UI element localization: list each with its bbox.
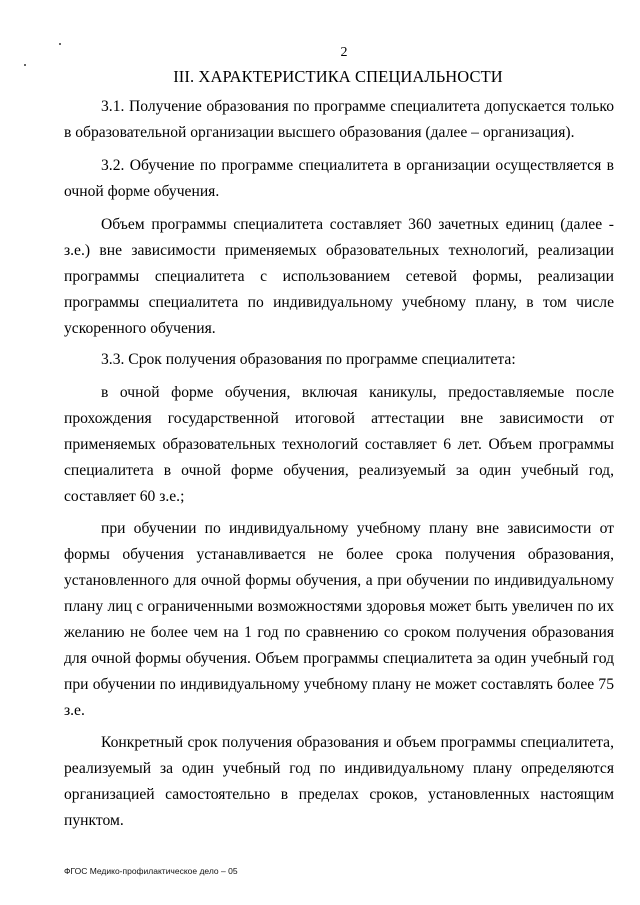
paragraph-3-2: 3.2. Обучение по программе специалитета в организации осуществляется в очной форме обучения.: [64, 157, 614, 200]
document-body: [64, 94, 614, 840]
scan-speck: [24, 64, 26, 66]
page-number: 2: [340, 45, 348, 60]
paragraph-3-1: 3.1. Получение образования по программе специалитета допускается только в образовательной организации высшего образования (далее – организация).: [64, 98, 614, 141]
paragraph-individual-plan: при обучении по индивидуальному учебному плану вне зависимости от формы обучения устанавливается не более срока получения образования, установленного для очной формы обучения, а при обучении по индивидуальному плану лиц с ограниченными возможностями здоровья может быть увеличен по их желанию не более чем на 1 год по сравнению со сроком получения образования для очной формы обучения. Объем программы специалитета за один учебный год при обучении по индивидуальному учебному плану не может составлять более 75 з.е.: [64, 520, 614, 719]
page-footer: ФГОС Медико-профилактическое дело – 05: [64, 866, 238, 876]
section-title: III. ХАРАКТЕРИСТИКА СПЕЦИАЛЬНОСТИ: [173, 67, 503, 86]
paragraph-3-3: 3.3. Срок получения образования по программе специалитета:: [101, 351, 516, 368]
paragraph-specific-term: Конкретный срок получения образования и объем программы специалитета, реализуемый за один учебный год по индивидуальному плану определяются организацией самостоятельно в пределах сроков, установленных настоящим пунктом.: [64, 734, 614, 829]
paragraph-program-volume: Объем программы специалитета составляет 360 зачетных единиц (далее - з.е.) вне зависимости применяемых образовательных технологий, реализации программы специалитета с использованием сетевой формы, реализации программы специалитета по индивидуальному учебному плану, в том числе ускоренного обучения.: [64, 216, 614, 337]
paragraph-full-time: в очной форме обучения, включая каникулы, предоставляемые после прохождения государственной итоговой аттестации вне зависимости от применяемых образовательных технологий составляет 6 лет. Объем программы специалитета в очной форме обучения, реализуемый за один учебный год, составляет 60 з.е.;: [64, 384, 614, 505]
